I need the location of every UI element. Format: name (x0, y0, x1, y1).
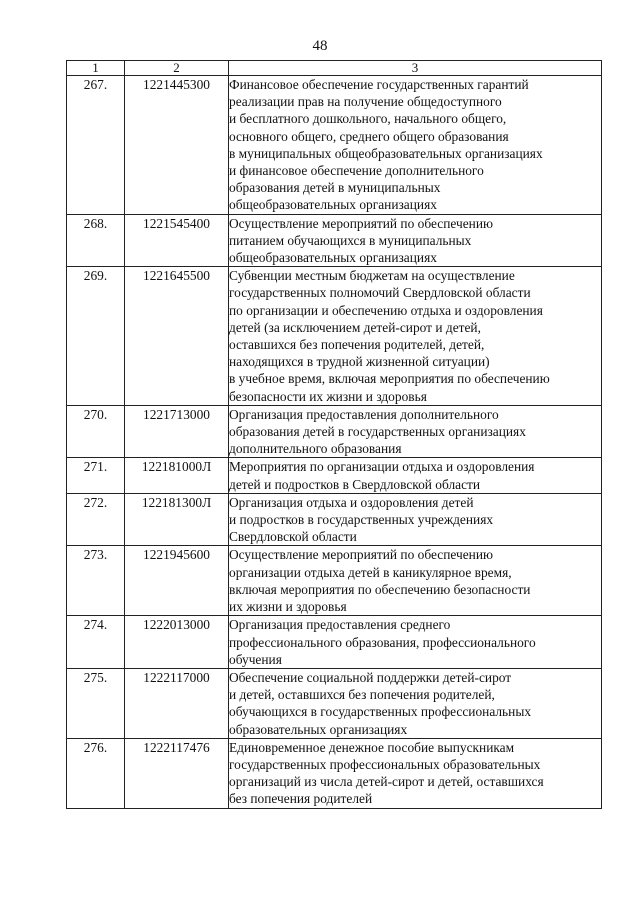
description-line: Субвенции местным бюджетам на осуществление (229, 268, 515, 284)
expense-description (229, 738, 602, 808)
column-header-number: 1 (67, 61, 125, 76)
table-row (67, 458, 602, 493)
description-line: и детей, оставшихся без попечения родителей, (229, 687, 495, 703)
budget-code: 1221645500 (125, 267, 229, 406)
row-number: 272. (67, 493, 125, 546)
description-line: Организация отдыха и оздоровления детей (229, 494, 474, 510)
description-line: находящихся в трудной жизненной ситуации) (229, 354, 490, 370)
description-line: и бесплатного дошкольного, начального общего, (229, 111, 507, 127)
description-line: Мероприятия по организации отдыха и оздоровления (229, 459, 535, 475)
description-line: общеобразовательных организациях (229, 250, 437, 266)
description-line: детей и подростков в Свердловской области (229, 476, 481, 492)
description-line: профессионального образования, профессионального (229, 634, 536, 650)
expense-description (229, 546, 602, 616)
expense-description (229, 76, 602, 215)
column-header-code: 2 (125, 61, 229, 76)
description-line: Свердловской области (229, 529, 357, 545)
table-row (67, 546, 602, 616)
table-row (67, 493, 602, 546)
row-number: 273. (67, 546, 125, 616)
table-row (67, 405, 602, 458)
row-number: 269. (67, 267, 125, 406)
budget-code: 1221545400 (125, 214, 229, 267)
description-line: Единовременное денежное пособие выпускникам (229, 739, 515, 755)
row-number: 270. (67, 405, 125, 458)
description-line: Осуществление мероприятий по обеспечению (229, 215, 493, 231)
page-number: 48 (312, 38, 328, 54)
description-line: образования детей в муниципальных (229, 180, 441, 196)
expense-description (229, 493, 602, 546)
row-number: 267. (67, 76, 125, 215)
expense-description (229, 405, 602, 458)
description-line: обучения (229, 651, 282, 667)
description-line: Осуществление мероприятий по обеспечению (229, 547, 493, 563)
description-line: государственных полномочий Свердловской области (229, 285, 531, 301)
description-line: Обеспечение социальной поддержки детей-сирот (229, 669, 512, 685)
table-row (67, 214, 602, 267)
table-row (67, 267, 602, 406)
description-line: общеобразовательных организациях (229, 197, 437, 213)
table-row (67, 76, 602, 215)
table-row (67, 738, 602, 808)
budget-code: 122181000Л (125, 458, 229, 493)
description-line: реализации прав на получение общедоступного (229, 94, 502, 110)
description-line: образовательных организациях (229, 721, 408, 737)
table-row (67, 616, 602, 669)
description-line: по организации и обеспечению отдыха и оздоровления (229, 302, 543, 318)
description-line: в учебное время, включая мероприятия по обеспечению (229, 371, 550, 387)
budget-code-table (66, 60, 602, 809)
budget-code: 1222013000 (125, 616, 229, 669)
expense-description (229, 214, 602, 267)
description-line: их жизни и здоровья (229, 599, 347, 615)
budget-code: 1222117476 (125, 738, 229, 808)
budget-code: 1222117000 (125, 668, 229, 738)
description-line: основного общего, среднего общего образования (229, 128, 509, 144)
budget-code: 1221445300 (125, 76, 229, 215)
table-header-row (67, 61, 602, 76)
table-row (67, 668, 602, 738)
budget-code: 1221713000 (125, 405, 229, 458)
description-line: организаций из числа детей-сирот и детей, оставшихся (229, 774, 544, 790)
description-line: обучающихся в государственных профессиональных (229, 704, 532, 720)
row-number: 268. (67, 214, 125, 267)
description-line: и подростков в государственных учреждениях (229, 512, 494, 528)
column-header-description: 3 (229, 61, 602, 76)
expense-description (229, 458, 602, 493)
description-line: Организация предоставления среднего (229, 617, 451, 633)
row-number: 271. (67, 458, 125, 493)
description-line: оставшихся без попечения родителей, детей, (229, 337, 485, 353)
description-line: образования детей в государственных организациях (229, 424, 526, 440)
row-number: 275. (67, 668, 125, 738)
description-line: и финансовое обеспечение дополнительного (229, 163, 484, 179)
description-line: Финансовое обеспечение государственных гарантий (229, 77, 529, 92)
description-line: включая мероприятия по обеспечению безопасности (229, 581, 531, 597)
description-line: организации отдыха детей в каникулярное время, (229, 564, 512, 580)
description-line: без попечения родителей (229, 791, 373, 807)
expense-description (229, 668, 602, 738)
budget-code: 122181300Л (125, 493, 229, 546)
description-line: в муниципальных общеобразовательных организациях (229, 145, 543, 161)
description-line: питанием обучающихся в муниципальных (229, 232, 472, 248)
row-number: 274. (67, 616, 125, 669)
description-line: детей (за исключением детей-сирот и детей, (229, 319, 481, 335)
expense-description (229, 616, 602, 669)
description-line: безопасности их жизни и здоровья (229, 388, 427, 404)
budget-code: 1221945600 (125, 546, 229, 616)
row-number: 276. (67, 738, 125, 808)
expense-description (229, 267, 602, 406)
description-line: Организация предоставления дополнительного (229, 406, 499, 422)
description-line: дополнительного образования (229, 441, 402, 457)
description-line: государственных профессиональных образовательных (229, 756, 541, 772)
